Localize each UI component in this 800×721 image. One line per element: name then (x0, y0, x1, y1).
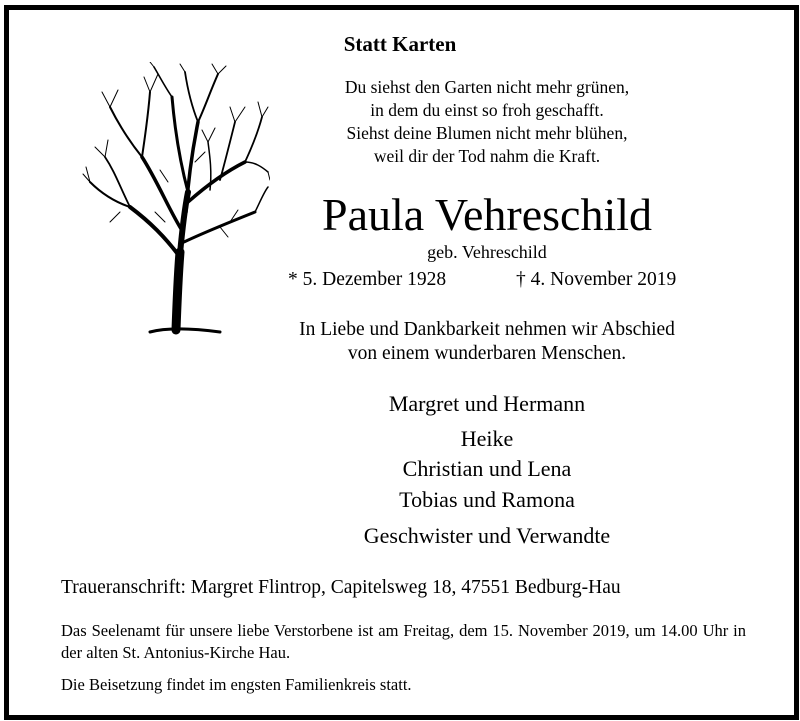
mourning-address: Traueranschrift: Margret Flintrop, Capitelsweg 18, 47551 Bedburg-Hau (61, 577, 621, 598)
farewell-line: In Liebe und Dankbarkeit nehmen wir Abschied (299, 319, 675, 340)
poem-line: weil dir der Tod nahm die Kraft. (373, 146, 601, 166)
poem (237, 76, 737, 168)
poem-line: Du siehst den Garten nicht mehr grünen, (344, 77, 630, 97)
poem-line: in dem du einst so froh geschafft. (370, 100, 604, 120)
mourner-name: Geschwister und Verwandte (363, 523, 611, 548)
notice-heading: Statt Karten (343, 32, 457, 56)
birth-date: * 5. Dezember 1928 (288, 269, 447, 290)
mourner-name: Heike (460, 426, 514, 451)
birth-name: geb. Vehreschild (427, 242, 547, 262)
mourner-name: Margret und Hermann (388, 391, 586, 416)
requiem-notice: Das Seelenamt für unsere liebe Verstorbene ist am Freitag, dem 15. November 2019, um 14.00 Uhr in der alten St. Antonius-Kirche Hau. (61, 621, 746, 662)
mourner-name: Tobias und Ramona (399, 487, 575, 512)
farewell-text (237, 318, 737, 366)
farewell-line: von einem wunderbaren Menschen. (347, 343, 627, 364)
burial-notice: Die Beisetzung findet im engsten Familienkreis statt. (61, 675, 412, 694)
poem-line: Siehst deine Blumen nicht mehr blühen, (346, 123, 628, 143)
death-date: † 4. November 2019 (516, 269, 677, 290)
deceased-name: Paula Vehreschild (321, 189, 653, 240)
mourner-name: Christian und Lena (402, 456, 572, 481)
